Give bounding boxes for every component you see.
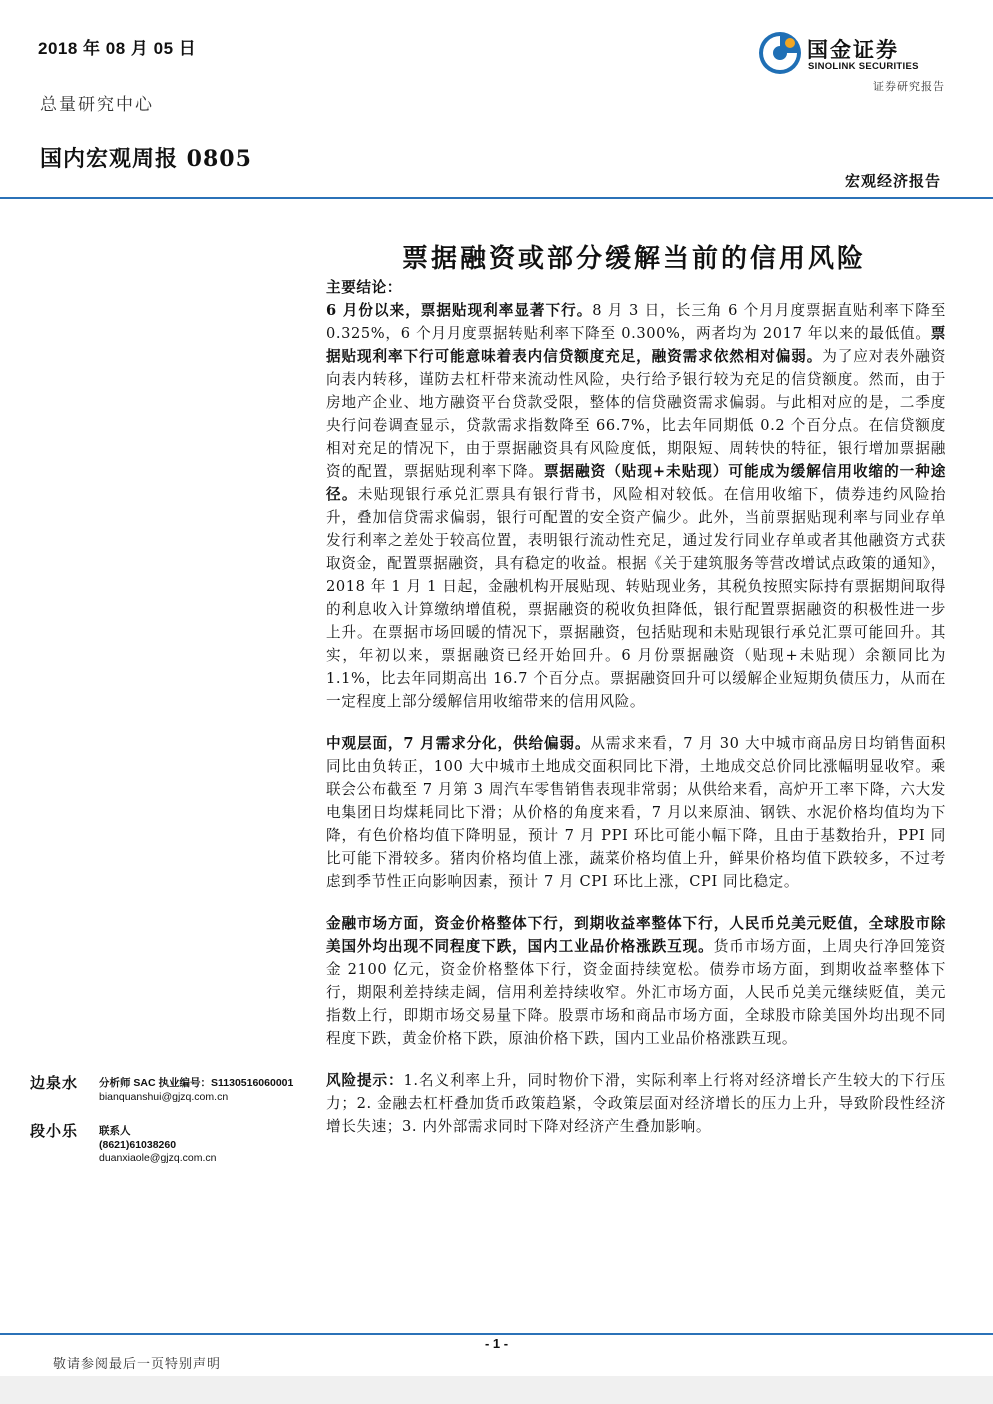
contact-info [99,1125,216,1166]
contact-phone: (8621)61038260 [99,1138,177,1151]
analyst-info [99,1077,293,1104]
disclaimer-note: 敬请参阅最后一页特别声明 [53,1357,222,1372]
paragraph-financial-markets [326,912,946,1050]
header-divider [0,197,993,199]
bold-lead: 金融市场方面，资金价格整体下行，到期收益率整体下行，人民币兑美元贬值，全球股市除美国外均出现不同程度下跌，国内工业品价格涨跌互现。 [326,915,946,955]
page-number: - 1 - [484,1336,509,1351]
logo-chinese: 国金证券 [807,38,899,62]
paragraph-bill-financing [326,299,946,713]
footer-divider [0,1333,993,1335]
page-bottom-band [0,1376,993,1404]
bold-lead: 6 月份以来，票据贴现利率显著下行。 [326,302,593,319]
report-date: 2018 年 08 月 05 日 [38,39,197,58]
body-text: 从需求来看，7 月 30 大中城市商品房日均销售面积同比由负转正，100 大中城市土地成交面积同比下滑，土地成交总价同比涨幅明显收窄。乘联会公布截至 7 月第 3 周汽车零售销售表现非常弱；从供给来看，高炉开工率下降，六大发电集团日均煤耗同比下滑；从价格的角度来看，7 月以来原油、钢铁、水泥价格均值均为下降，有色价格均值下降明显，预计 7 月 PPI 环比可能小幅下降，且由于基数抬升，PPI 同比可能下滑较多。猪肉价格均值上涨，蔬菜价格均值上升，鲜果价格均值下跌较多，不过考虑到季节性正向影响因素，预计 7 月 CPI 环比上涨，CPI 同比稳定。 [326,735,946,890]
logo-mark-icon [757,30,803,76]
body-text: 货币市场方面，上周央行净回笼资金 2100 亿元，资金价格整体下行，资金面持续宽松。债券市场方面，到期收益率整体下行，期限利差持续走阔，信用利差持续收窄。外汇市场方面，人民币兑美元继续贬值，美元指数上行，即期市场交易量下降。股票市场和商品市场方面，全球股市除美国外均出现不同程度下跌，黄金价格下跌，原油价格下跌，国内工业品价格涨跌互现。 [326,938,946,1047]
bold-text: 票据融资（贴现+未贴现）可能成为缓解信用收缩的一种途径。 [326,463,946,503]
bold-text: 票据贴现利率下行可能意味着表内信贷额度充足，融资需求依然相对偏弱。 [326,325,946,365]
body-text: 为了应对表外融资向表内转移，谨防去杠杆带来流动性风险，央行给予银行较为充足的信贷额度。然而，由于房地产企业、地方融资平台贷款受限，整体的信贷融资需求偏弱。与此相对应的是，二季度央行问卷调查显示，贷款需求指数降至 66.7%，比去年同期低 0.2 个百分点。在信贷额度相对充足的情况下，由于票据融资具有风险度低，期限短、周转快的特征，银行增加票据融资的配置，票据贴现利率下降。 [326,348,946,480]
summary-heading: 主要结论： [326,279,402,296]
main-title: 票据融资或部分缓解当前的信用风险 [401,244,866,274]
analyst-email[interactable]: bianquanshui@gjzq.com.cn [99,1090,229,1103]
analyst-role: 分析师 SAC 执业编号：S1130516060001 [99,1077,294,1089]
contact-email[interactable]: duanxiaole@gjzq.com.cn [99,1152,217,1164]
research-center: 总量研究中心 [40,95,154,115]
securities-report-label: 证券研究报告 [873,80,945,93]
company-logo [757,30,945,78]
paragraph-risk-warning [326,1069,946,1138]
body-text: 1.名义利率上升，同时物价下滑，实际利率上行将对经济增长产生较大的下行压力；2. 金融去杠杆叠加货币政策趋紧，令政策层面对经济增长的压力上升，导致阶段性经济增长失速；3. 内外部需求同时下降对经济产生叠加影响。 [326,1072,946,1135]
analyst-name: 边泉水 [30,1074,79,1092]
report-category: 宏观经济报告 [844,172,941,190]
bold-lead: 风险提示： [326,1072,404,1089]
report-name: 国内宏观周报 0805 [40,146,252,172]
contact-role: 联系人 [99,1125,131,1137]
paragraph-meso-level [326,732,946,893]
body-text: 8 月 3 日，长三角 6 个月月度票据直贴利率下降至 0.325%，6 个月月度票据转贴利率下降至 0.300%，两者均为 2017 年以来的最低值。 [326,302,946,342]
body-text: 未贴现银行承兑汇票具有银行背书，风险相对较低。在信用收缩下，债券违约风险抬升，叠加信贷需求偏弱，银行可配置的安全资产偏少。此外，当前票据贴现利率与同业存单发行利率之差处于较高位置，表明银行流动性充足，通过发行同业存单或者其他融资方式获取资金，配置票据融资，具有稳定的收益。根据《关于建筑服务等营改增试点政策的通知》，2018 年 1 月 1 日起，金融机构开展贴现、转贴现业务，其税负按照实际持有票据期间取得的利息收入计算缴纳增值税，票据融资的税收负担降低，银行配置票据融资的积极性进一步上升。在票据市场回暖的情况下，票据融资，包括贴现和未贴现银行承兑汇票可能回升。其实，年初以来，票据融资已经开始回升。6 月份票据融资（贴现+未贴现）余额同比为 1.1%，比去年同期高出 16.7 个百分点。票据融资回升可以缓解企业短期负债压力，从而在一定程度上部分缓解信用收缩带来的信用风险。 [326,486,947,710]
logo-english: SINOLINK SECURITIES [808,61,919,72]
report-body [326,276,946,1138]
contact-name: 段小乐 [30,1122,79,1140]
bold-lead: 中观层面，7 月需求分化，供给偏弱。 [326,735,591,752]
